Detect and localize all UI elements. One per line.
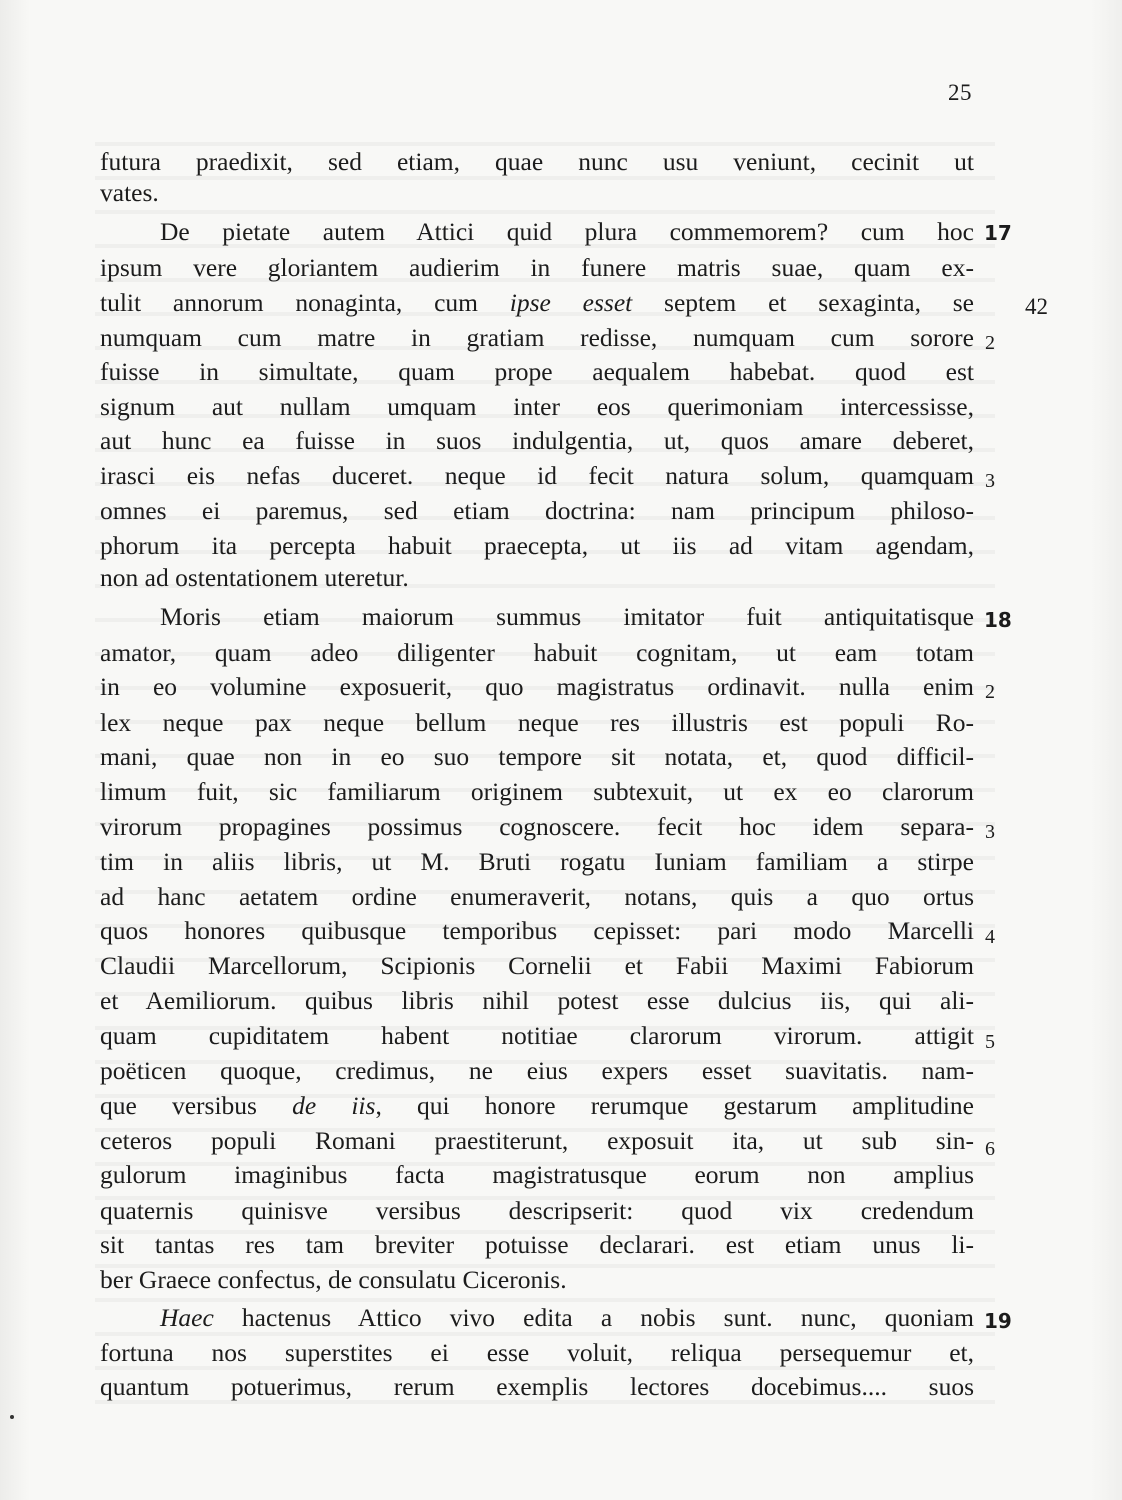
subsection-number: 2	[985, 332, 995, 354]
subsection-number: 2	[985, 681, 995, 703]
text-line: virorum propagines possimus cognoscere. fecit hoc idem separa-	[100, 812, 974, 841]
text-line: lex neque pax neque bellum neque res illustris est populi Ro-	[100, 708, 974, 737]
text-line: mani, quae non in eo suo tempore sit notata, et, quod difficil-	[100, 742, 974, 771]
text-segment: , qui honore rerumque gestarum amplitudine	[375, 1091, 974, 1120]
section-number-19: 19	[984, 1309, 1012, 1333]
text-line: numquam cum matre in gratiam redisse, numquam cum sorore	[100, 323, 974, 352]
text-line: ad hanc aetatem ordine enumeraverit, notans, quis a quo ortus	[100, 882, 974, 911]
text-line: De pietate autem Attici quid plura commemorem? cum hoc	[160, 217, 974, 246]
text-segment: septem et sexaginta, se	[632, 288, 974, 317]
subsection-number: 5	[985, 1031, 995, 1053]
text-line: irasci eis nefas duceret. neque id fecit natura solum, quamquam	[100, 461, 974, 490]
text-line: aut hunc ea fuisse in suos indulgentia, ut, quos amare deberet,	[100, 426, 974, 455]
text-line: quantum potuerimus, rerum exemplis lectores docebimus.... suos	[100, 1372, 974, 1401]
subsection-number: 6	[985, 1138, 995, 1160]
text-line: sit tantas res tam breviter potuisse declarari. est etiam unus li-	[100, 1230, 974, 1259]
text-line: limum fuit, sic familiarum originem subtexuit, ut ex eo clarorum	[100, 777, 974, 806]
subsection-number: 3	[985, 470, 995, 492]
text-segment: que versibus	[100, 1091, 293, 1120]
text-line: phorum ita percepta habuit praecepta, ut iis ad vitam agendam,	[100, 531, 974, 560]
ink-speck	[10, 1415, 14, 1419]
italic-text: de iis	[292, 1091, 376, 1120]
text-line: non ad ostentationem uteretur.	[100, 563, 409, 592]
text-line: quos honores quibusque temporibus cepisset: pari modo Marcelli	[100, 916, 974, 945]
italic-text: Haec	[160, 1303, 214, 1332]
italic-text: ipse esset	[509, 288, 633, 317]
text-line	[100, 1089, 974, 1123]
subsection-number: 3	[985, 821, 995, 843]
text-line: quam cupiditatem habent notitiae clarorum virorum. attigit	[100, 1021, 974, 1050]
text-line: Claudii Marcellorum, Scipionis Cornelii et Fabii Maximi Fabiorum	[100, 951, 974, 980]
text-segment: tulit annorum nonaginta, cum	[100, 288, 510, 317]
subsection-number: 4	[985, 926, 995, 948]
text-line: quaternis quinisve versibus descripserit: quod vix credendum	[100, 1196, 974, 1225]
text-line	[100, 286, 974, 320]
text-line	[160, 1301, 974, 1335]
text-line: futura praedixit, sed etiam, quae nunc usu veniunt, cecinit ut	[100, 147, 974, 176]
text-line: vates.	[100, 178, 159, 207]
text-line: fuisse in simultate, quam prope aequalem habebat. quod est	[100, 357, 974, 386]
page-number: 25	[948, 80, 972, 105]
text-line: omnes ei paremus, sed etiam doctrina: nam principum philoso-	[100, 496, 974, 525]
text-line: poëticen quoque, credimus, ne eius expers esset suavitatis. nam-	[100, 1056, 974, 1085]
text-segment: hactenus Attico vivo edita a nobis sunt. nunc, quoniam	[213, 1303, 974, 1332]
text-line: signum aut nullam umquam inter eos querimoniam intercessisse,	[100, 392, 974, 421]
text-line: ber Graece confectus, de consulatu Ciceronis.	[100, 1265, 567, 1294]
section-number-18: 18	[984, 608, 1012, 632]
text-line: ceteros populi Romani praestiterunt, exposuit ita, ut sub sin-	[100, 1126, 974, 1155]
text-line: gulorum imaginibus facta magistratusque eorum non amplius	[100, 1160, 974, 1189]
text-line: ipsum vere gloriantem audierim in funere matris suae, quam ex-	[100, 253, 974, 282]
text-line: in eo volumine exposuerit, quo magistratus ordinavit. nulla enim	[100, 672, 974, 701]
text-line: fortuna nos superstites ei esse voluit, reliqua persequemur et,	[100, 1338, 974, 1367]
text-line: Moris etiam maiorum summus imitator fuit antiquitatisque	[160, 602, 974, 631]
section-number-17: 17	[984, 221, 1012, 245]
text-line: tim in aliis libris, ut M. Bruti rogatu Iuniam familiam a stirpe	[100, 847, 974, 876]
text-line: et Aemiliorum. quibus libris nihil potest esse dulcius iis, qui ali-	[100, 986, 974, 1015]
text-line: amator, quam adeo diligenter habuit cognitam, ut eam totam	[100, 638, 974, 667]
line-number-42: 42	[1025, 294, 1048, 319]
